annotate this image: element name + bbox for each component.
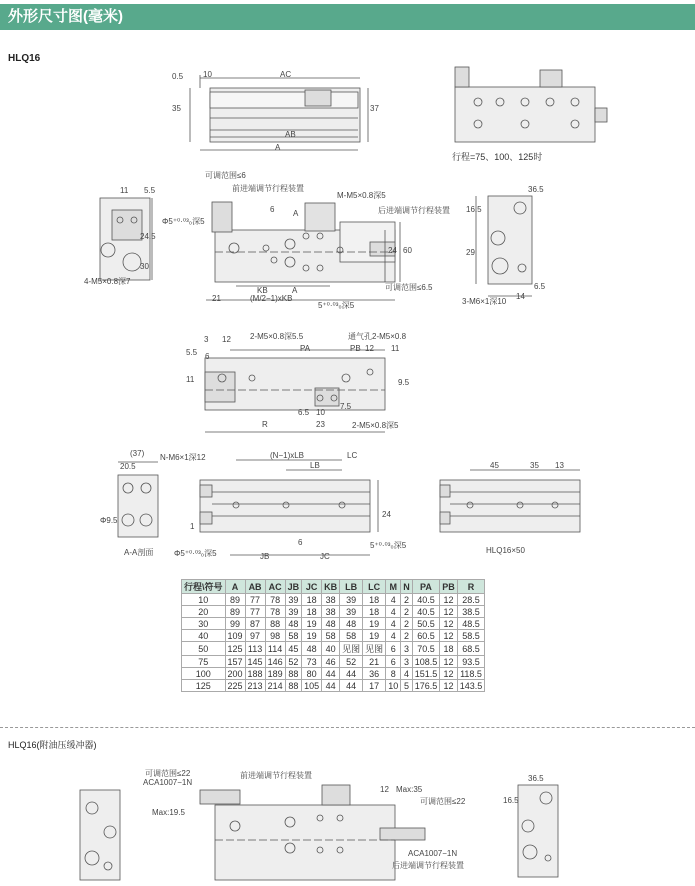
table-cell: 10 — [386, 680, 401, 692]
table-cell: 44 — [322, 668, 340, 680]
dim-label: LB — [310, 461, 320, 470]
table-cell: 2 — [401, 630, 413, 642]
table-cell: 8 — [386, 668, 401, 680]
dim-label: 3-M6×1深10 — [462, 297, 507, 306]
end-view-top-right — [455, 67, 607, 142]
dim-label: 1 — [190, 522, 195, 531]
table-row — [182, 606, 485, 618]
dim-label: 6.5 — [298, 408, 310, 417]
section-divider — [0, 727, 695, 728]
table-cell: 17 — [363, 680, 386, 692]
table-cell: 200 — [225, 668, 245, 680]
table-cell: 109 — [225, 630, 245, 642]
table-cell: 58.5 — [457, 630, 485, 642]
table-cell: 52 — [285, 656, 302, 668]
table-cell: 12 — [440, 668, 458, 680]
table-cell: 39 — [340, 594, 363, 606]
table-cell: 18 — [363, 594, 386, 606]
dim-label: 12 — [222, 335, 231, 344]
table-cell: 52 — [340, 656, 363, 668]
dim-label: 10 — [316, 408, 325, 417]
table-cell: 40 — [322, 642, 340, 656]
table-cell: 3 — [401, 656, 413, 668]
table-cell: 2 — [401, 594, 413, 606]
table-cell: 36 — [363, 668, 386, 680]
table-row — [182, 642, 485, 656]
table-cell: 4 — [386, 630, 401, 642]
dim-label: 29 — [466, 248, 475, 257]
table-cell: 73 — [302, 656, 322, 668]
table-header-cell: 行程\符号 — [182, 580, 226, 594]
dim-label: 11 — [186, 375, 195, 384]
table-cell: 3 — [401, 642, 413, 656]
table-cell: 80 — [302, 668, 322, 680]
table-cell: 45 — [285, 642, 302, 656]
table-cell: 214 — [265, 680, 285, 692]
table-header-cell: R — [457, 580, 485, 594]
table-cell: 48 — [285, 618, 302, 630]
table-cell: 20 — [182, 606, 226, 618]
dim-label: LC — [347, 451, 358, 460]
dim-label: 6 — [298, 538, 303, 547]
dim-label: ACA1007−1N — [143, 778, 193, 787]
dim-label: (M/2−1)xKB — [250, 294, 293, 303]
table-cell: 145 — [245, 656, 265, 668]
table-cell: 6 — [386, 656, 401, 668]
table-cell: 113 — [245, 642, 265, 656]
table-cell: 88 — [285, 668, 302, 680]
table-header-cell: AC — [265, 580, 285, 594]
dim-label: ACA1007−1N — [408, 849, 458, 858]
table-cell: 19 — [302, 618, 322, 630]
dim-label: 24 — [388, 246, 397, 255]
dim-label: 通气孔2-M5×0.8 — [348, 332, 407, 341]
table-cell: 100 — [182, 668, 226, 680]
table-cell: 39 — [285, 594, 302, 606]
dim-label: 2-M5×0.8深5.5 — [250, 332, 304, 341]
table-cell: 见图 — [363, 642, 386, 656]
dim-label: 35 — [530, 461, 539, 470]
table-header-cell: JC — [302, 580, 322, 594]
dim-label: 可调范围≤22 — [145, 769, 191, 778]
dim-label: (37) — [130, 449, 145, 458]
table-cell: 75 — [182, 656, 226, 668]
dim-label: 可调范围≤6 — [205, 171, 246, 180]
table-cell: 146 — [265, 656, 285, 668]
side-view-long — [200, 460, 378, 555]
table-header-cell: M — [386, 580, 401, 594]
side-view-top — [190, 75, 368, 150]
table-row — [182, 594, 485, 606]
dim-label: M-M5×0.8深5 — [337, 191, 386, 200]
table-cell: 44 — [322, 680, 340, 692]
table-cell: 176.5 — [412, 680, 440, 692]
table-cell: 77 — [245, 594, 265, 606]
dim-label: 30 — [140, 262, 149, 271]
dim-label: 后进端调节行程装置 — [378, 206, 450, 215]
table-cell: 89 — [225, 606, 245, 618]
table-cell: 38 — [322, 594, 340, 606]
table-cell: 18 — [440, 642, 458, 656]
table-cell: 4 — [401, 668, 413, 680]
model-label-hlq16: HLQ16 — [8, 53, 41, 64]
table-header-cell: PB — [440, 580, 458, 594]
table-cell: 44 — [340, 680, 363, 692]
stroke-note: 行程=75、100、125时 — [452, 152, 543, 162]
table-header-cell: PA — [412, 580, 440, 594]
dim-label: A — [293, 209, 299, 218]
table-cell: 28.5 — [457, 594, 485, 606]
table-cell: 40.5 — [412, 606, 440, 618]
dim-label: 前进端调节行程装置 — [232, 184, 304, 193]
dim-label: 6.5 — [534, 282, 546, 291]
dimension-table — [181, 579, 485, 692]
cushion-left-end-view — [80, 790, 120, 880]
table-header-row — [182, 580, 485, 594]
dim-label: 16.5 — [466, 205, 482, 214]
table-cell: 125 — [182, 680, 226, 692]
table-cell: 18 — [302, 606, 322, 618]
dim-label: 13 — [555, 461, 564, 470]
dim-label: 4-M5×0.8深7 — [84, 277, 131, 286]
view-caption: HLQ16×50 — [486, 546, 525, 555]
dim-label: 20.5 — [120, 462, 136, 471]
dim-label: N-M6×1深12 — [160, 453, 206, 462]
table-body — [182, 594, 485, 692]
table-cell: 89 — [225, 594, 245, 606]
dim-label: 3 — [204, 335, 209, 344]
dim-label: AC — [280, 70, 292, 79]
table-cell: 12 — [440, 656, 458, 668]
dim-label: 24.5 — [140, 232, 156, 241]
dim-label: 35 — [172, 104, 181, 113]
dim-label: 可调范围≤6.5 — [385, 283, 433, 292]
table-cell: 5 — [401, 680, 413, 692]
table-cell: 6 — [386, 642, 401, 656]
table-cell: 40 — [182, 630, 226, 642]
table-cell: 38 — [322, 606, 340, 618]
table-cell: 48 — [340, 618, 363, 630]
table-cell: 77 — [245, 606, 265, 618]
main-top-view — [206, 202, 400, 300]
section-caption: A-A剖面 — [124, 548, 154, 557]
table-row — [182, 656, 485, 668]
dim-label: 21 — [212, 294, 221, 303]
table-cell: 68.5 — [457, 642, 485, 656]
dim-label: 6 — [270, 205, 275, 214]
dim-label: 2-M5×0.8深5 — [352, 421, 399, 430]
table-cell: 143.5 — [457, 680, 485, 692]
dim-label: 37 — [370, 104, 379, 113]
table-cell: 108.5 — [412, 656, 440, 668]
table-cell: 48.5 — [457, 618, 485, 630]
dim-label: Max:35 — [396, 785, 423, 794]
table-cell: 19 — [363, 630, 386, 642]
dim-label: 后进端调节行程装置 — [392, 861, 464, 870]
dim-label: KB — [257, 286, 268, 295]
table-cell: 30 — [182, 618, 226, 630]
table-cell: 58 — [285, 630, 302, 642]
table-cell: 70.5 — [412, 642, 440, 656]
table-cell: 189 — [265, 668, 285, 680]
table-cell: 93.5 — [457, 656, 485, 668]
table-cell: 78 — [265, 606, 285, 618]
table-header-cell: JB — [285, 580, 302, 594]
table-row — [182, 668, 485, 680]
table-cell: 46 — [322, 656, 340, 668]
table-header-cell: KB — [322, 580, 340, 594]
dim-label: 12 — [380, 785, 389, 794]
dim-label: A — [275, 143, 281, 152]
dim-label: 24 — [382, 510, 391, 519]
table-cell: 12 — [440, 680, 458, 692]
model-label-cushion: HLQ16(附油压缓冲器) — [8, 740, 97, 750]
table-cell: 98 — [265, 630, 285, 642]
table-row — [182, 680, 485, 692]
table-cell: 4 — [386, 594, 401, 606]
dim-label: 12 — [365, 344, 374, 353]
dim-label: 5⁺⁰·⁰³₀深5 — [318, 301, 355, 310]
dim-label: 可调范围≤22 — [420, 797, 466, 806]
table-cell: 114 — [265, 642, 285, 656]
table-cell: 50.5 — [412, 618, 440, 630]
table-cell: 58 — [340, 630, 363, 642]
dim-label: 11 — [391, 344, 400, 353]
table-cell: 78 — [265, 594, 285, 606]
table-cell: 118.5 — [457, 668, 485, 680]
dim-label: (N−1)xLB — [270, 451, 305, 460]
table-cell: 157 — [225, 656, 245, 668]
table-cell: 60.5 — [412, 630, 440, 642]
table-cell: 40.5 — [412, 594, 440, 606]
table-cell: 19 — [363, 618, 386, 630]
dim-label: Max:19.5 — [152, 808, 185, 817]
dim-label: 11 — [120, 186, 129, 195]
table-cell: 19 — [302, 630, 322, 642]
table-cell: 105 — [302, 680, 322, 692]
table-cell: 10 — [182, 594, 226, 606]
table-cell: 188 — [245, 668, 265, 680]
table-header-cell: LC — [363, 580, 386, 594]
table-cell: 见图 — [340, 642, 363, 656]
table-cell: 4 — [386, 606, 401, 618]
table-cell: 99 — [225, 618, 245, 630]
dim-label: JB — [260, 552, 270, 561]
dim-label: JC — [320, 552, 330, 561]
table-cell: 97 — [245, 630, 265, 642]
table-cell: 2 — [401, 618, 413, 630]
dim-label: 7.5 — [340, 402, 352, 411]
table-cell: 58 — [322, 630, 340, 642]
dim-label: 23 — [316, 420, 325, 429]
table-cell: 12 — [440, 618, 458, 630]
table-row — [182, 630, 485, 642]
dim-label: AB — [285, 130, 296, 139]
table-cell: 12 — [440, 630, 458, 642]
table-row — [182, 618, 485, 630]
dim-label: 5.5 — [144, 186, 156, 195]
dim-label: Φ5⁺⁰·⁰³₀深5 — [162, 217, 205, 226]
dim-label: 45 — [490, 461, 499, 470]
dim-label: 6 — [205, 352, 210, 361]
section-header: 外形尺寸图(毫米) — [0, 4, 695, 30]
table-cell: 225 — [225, 680, 245, 692]
table-cell: 39 — [340, 606, 363, 618]
table-cell: 38.5 — [457, 606, 485, 618]
table-cell: 21 — [363, 656, 386, 668]
dim-label: A — [292, 286, 298, 295]
table-header-cell: AB — [245, 580, 265, 594]
dim-label: R — [262, 420, 268, 429]
dim-label: 60 — [403, 246, 412, 255]
side-view-hlq16x50 — [440, 470, 580, 532]
dim-label: PA — [300, 344, 311, 353]
table-header-cell: N — [401, 580, 413, 594]
table-cell: 39 — [285, 606, 302, 618]
table-cell: 88 — [285, 680, 302, 692]
dim-label: Φ9.5 — [100, 516, 118, 525]
table-cell: 88 — [265, 618, 285, 630]
table-cell: 12 — [440, 594, 458, 606]
section-aa-view — [118, 462, 158, 537]
table-cell: 44 — [340, 668, 363, 680]
cushion-right-end-view — [518, 785, 558, 877]
table-cell: 50 — [182, 642, 226, 656]
dim-label: Φ5⁺⁰·⁰³₀深5 — [174, 549, 217, 558]
dim-label: 前进端调节行程装置 — [240, 771, 312, 780]
table-cell: 48 — [302, 642, 322, 656]
table-cell: 125 — [225, 642, 245, 656]
dim-label: 5⁺⁰·⁰³₀深5 — [370, 541, 407, 550]
table-cell: 213 — [245, 680, 265, 692]
dim-label: 36.5 — [528, 185, 544, 194]
table-cell: 48 — [322, 618, 340, 630]
dim-label: 9.5 — [398, 378, 410, 387]
table-cell: 2 — [401, 606, 413, 618]
table-cell: 151.5 — [412, 668, 440, 680]
table-cell: 18 — [302, 594, 322, 606]
table-header-cell: LB — [340, 580, 363, 594]
dim-label: 5.5 — [186, 348, 198, 357]
dim-label: 0.5 — [172, 72, 184, 81]
table-cell: 87 — [245, 618, 265, 630]
dim-label: PB — [350, 344, 361, 353]
dim-label: 10 — [203, 70, 212, 79]
dim-label: 36.5 — [528, 774, 544, 783]
dim-label: 16.5 — [503, 796, 519, 805]
dim-label: 14 — [516, 292, 525, 301]
table-cell: 18 — [363, 606, 386, 618]
table-header-cell: A — [225, 580, 245, 594]
table-cell: 12 — [440, 606, 458, 618]
table-cell: 4 — [386, 618, 401, 630]
right-end-view — [476, 196, 532, 296]
